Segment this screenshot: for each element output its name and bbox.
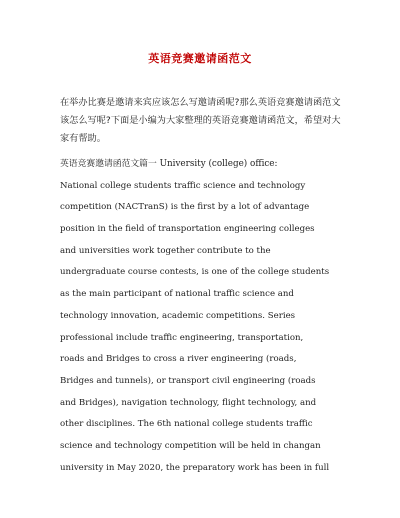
body-line: 英语竞赛邀请函范文篇一 University (college) office: <box>60 159 278 169</box>
body-line: position in the field of transportation engineering colleges <box>60 224 315 235</box>
body-line: competition (NACTranS) is the first by a lot of advantage <box>60 202 310 213</box>
intro-paragraph: 在举办比赛是邀请来宾应该怎么写邀请函呢?那么英语竞赛邀请函范文该怎么写呢?下面是小编为大家整理的英语竞赛邀请函范文，希望对大家有帮助。 <box>60 97 341 144</box>
body-text <box>60 154 350 479</box>
body-line: technology innovation, academic competitions. Series <box>60 310 296 321</box>
document-title: 英语竞赛邀请函范文 <box>148 52 252 65</box>
body-line: professional include traffic engineering, transportation, <box>60 332 304 343</box>
body-line: National college students traffic science and technology <box>60 180 306 191</box>
body-line: roads and Bridges to cross a river engineering (roads, <box>60 354 297 365</box>
body-line: Bridges and tunnels), or transport civil engineering (roads <box>60 375 316 386</box>
body-line: and universities work together contribute to the <box>60 245 271 256</box>
body-line: undergraduate course contests, is one of the college students <box>60 267 330 278</box>
body-line: other disciplines. The 6th national college students traffic <box>60 419 313 430</box>
body-line: and Bridges), navigation technology, flight technology, and <box>60 397 317 408</box>
body-line: university in May 2020, the preparatory work has been in full <box>60 462 330 473</box>
body-line: as the main participant of national traffic science and <box>60 289 294 300</box>
body-line: science and technology competition will be held in changan <box>60 440 321 451</box>
